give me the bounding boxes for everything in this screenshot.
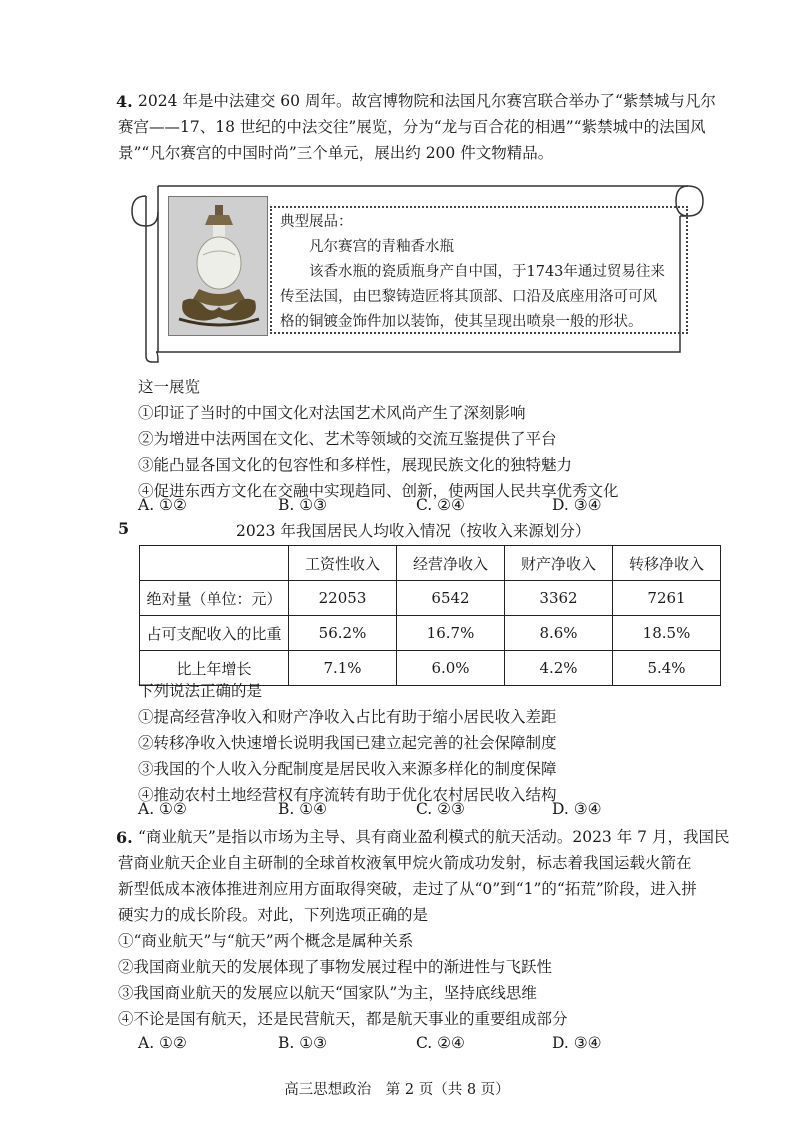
table-cell: 56.2%	[289, 616, 397, 651]
q4-options	[138, 496, 738, 520]
exhibit-desc-line: 格的铜镀金饰件加以装饰，使其呈现出喷泉一般的形状。	[280, 314, 643, 330]
q4-statements	[138, 374, 738, 504]
q4-stem-line: 景”“凡尔赛宫的中国时尚”三个单元，展出约 200 件文物精品。	[118, 144, 554, 162]
vase-icon	[169, 197, 267, 335]
table-cell: 22053	[289, 581, 397, 616]
q5-option-b[interactable]: B. ①④	[278, 800, 328, 818]
exhibit-desc-line: 该香水瓶的瓷质瓶身产自中国，于1743年通过贸易往来	[309, 264, 665, 280]
q5-number: 5	[118, 519, 130, 538]
page-footer: 高三思想政治 第 2 页（共 8 页）	[284, 1082, 510, 1098]
q4-statement: ①印证了当时的中国文化对法国艺术风尚产生了深刻影响	[138, 404, 526, 422]
q6-stem-line: 营商业航天企业自主研制的全球首枚液氧甲烷火箭成功发射，标志着我国运载火箭在	[118, 854, 692, 872]
table-cell: 比上年增长	[140, 651, 289, 686]
q6-stem-line: 新型低成本液体推进剂应用方面取得突破，走过了从“0”到“1”的“拓荒”阶段，进入拼	[118, 880, 697, 898]
q6-option-b[interactable]: B. ①③	[278, 1034, 328, 1052]
q6-stem-line: “商业航天”是指以市场为主导、具有商业盈利模式的航天活动。2023 年 7 月，我国民	[138, 828, 730, 846]
q4-option-c[interactable]: C. ②④	[416, 496, 465, 514]
q4-stem	[118, 88, 728, 166]
table-header-cell: 经营净收入	[397, 546, 505, 581]
table-cell: 16.7%	[397, 616, 505, 651]
q5-statement: ③我国的个人收入分配制度是居民收入来源多样化的制度保障	[138, 760, 557, 778]
table-header-cell	[140, 546, 289, 581]
q6-option-a[interactable]: A. ①②	[138, 1034, 187, 1052]
exhibit-name: 凡尔赛宫的青釉香水瓶	[309, 239, 454, 255]
table-cell: 18.5%	[613, 616, 721, 651]
table-cell: 3362	[505, 581, 613, 616]
q6-statement: ③我国商业航天的发展应以航天“国家队”为主，坚持底线思维	[118, 984, 537, 1002]
q5-table-title: 2023 年我国居民人均收入情况（按收入来源划分）	[236, 522, 591, 540]
table-cell: 7261	[613, 581, 721, 616]
q5-statement: ④推动农村土地经营权有序流转有助于优化农村居民收入结构	[138, 786, 557, 804]
q4-option-b[interactable]: B. ①③	[278, 496, 328, 514]
q4-stem-line: 赛宫——17、18 世纪的中法交往”展览，分为“龙与百合花的相遇”“紫禁城中的法国风	[118, 118, 706, 136]
q5-statement: ①提高经营净收入和财产净收入占比有助于缩小居民收入差距	[138, 708, 557, 726]
q5-option-a[interactable]: A. ①②	[138, 800, 187, 818]
table-row	[140, 616, 721, 651]
q6-stem-line: 硬实力的成长阶段。对此，下列选项正确的是	[118, 906, 429, 924]
q5-options	[138, 800, 738, 824]
vase-photo	[168, 196, 268, 336]
exhibit-desc-line: 传至法国，由巴黎铸造匠将其顶部、口沿及底座用洛可可风	[280, 289, 657, 305]
q6-stem	[118, 824, 730, 1032]
q4-option-a[interactable]: A. ①②	[138, 496, 187, 514]
q6-statement: ①“商业航天”与“航天”两个概念是属种关系	[118, 932, 414, 950]
q4-statement: ④促进东西方文化在交融中实现趋同、创新，使两国人民共享优秀文化	[138, 482, 619, 500]
table-cell: 绝对量（单位：元）	[140, 581, 289, 616]
q6-option-c[interactable]: C. ②④	[416, 1034, 465, 1052]
table-cell: 6542	[397, 581, 505, 616]
q6-number: 6.	[116, 828, 133, 847]
q5-option-c[interactable]: C. ②③	[416, 800, 465, 818]
q6-options	[138, 1034, 738, 1058]
table-header-cell: 转移净收入	[613, 546, 721, 581]
table-header-cell: 工资性收入	[289, 546, 397, 581]
table-row	[140, 581, 721, 616]
q6-option-d[interactable]: D. ③④	[552, 1034, 602, 1052]
q6-statement: ②我国商业航天的发展体现了事物发展过程中的渐进性与飞跃性	[118, 958, 553, 976]
q4-number: 4.	[116, 92, 133, 111]
income-table	[139, 545, 721, 686]
q4-stem-line: 2024 年是中法建交 60 周年。故宫博物院和法国凡尔赛宫联合举办了“紫禁城与凡尔	[138, 92, 716, 110]
table-cell: 6.0%	[397, 651, 505, 686]
exhibit-heading: 典型展品：	[280, 214, 353, 230]
table-cell: 7.1%	[289, 651, 397, 686]
q5-option-d[interactable]: D. ③④	[552, 800, 602, 818]
table-cell: 4.2%	[505, 651, 613, 686]
table-header-cell: 财产净收入	[505, 546, 613, 581]
exhibit-description-box	[270, 206, 688, 334]
q6-statement: ④不论是国有航天，还是民营航天，都是航天事业的重要组成部分	[118, 1010, 568, 1028]
q5-prompt: 下列说法正确的是	[138, 682, 263, 700]
table-cell: 8.6%	[505, 616, 613, 651]
q4-statement: ③能凸显各国文化的包容性和多样性，展现民族文化的独特魅力	[138, 456, 573, 474]
table-cell: 占可支配收入的比重	[140, 616, 289, 651]
q4-prompt: 这一展览	[138, 378, 201, 396]
table-cell: 5.4%	[613, 651, 721, 686]
q5-statement: ②转移净收入快速增长说明我国已建立起完善的社会保障制度	[138, 734, 557, 752]
q5-statements	[138, 678, 738, 808]
q4-option-d[interactable]: D. ③④	[552, 496, 602, 514]
table-header-row	[140, 546, 721, 581]
q4-statement: ②为增进中法两国在文化、艺术等领域的交流互鉴提供了平台	[138, 430, 557, 448]
